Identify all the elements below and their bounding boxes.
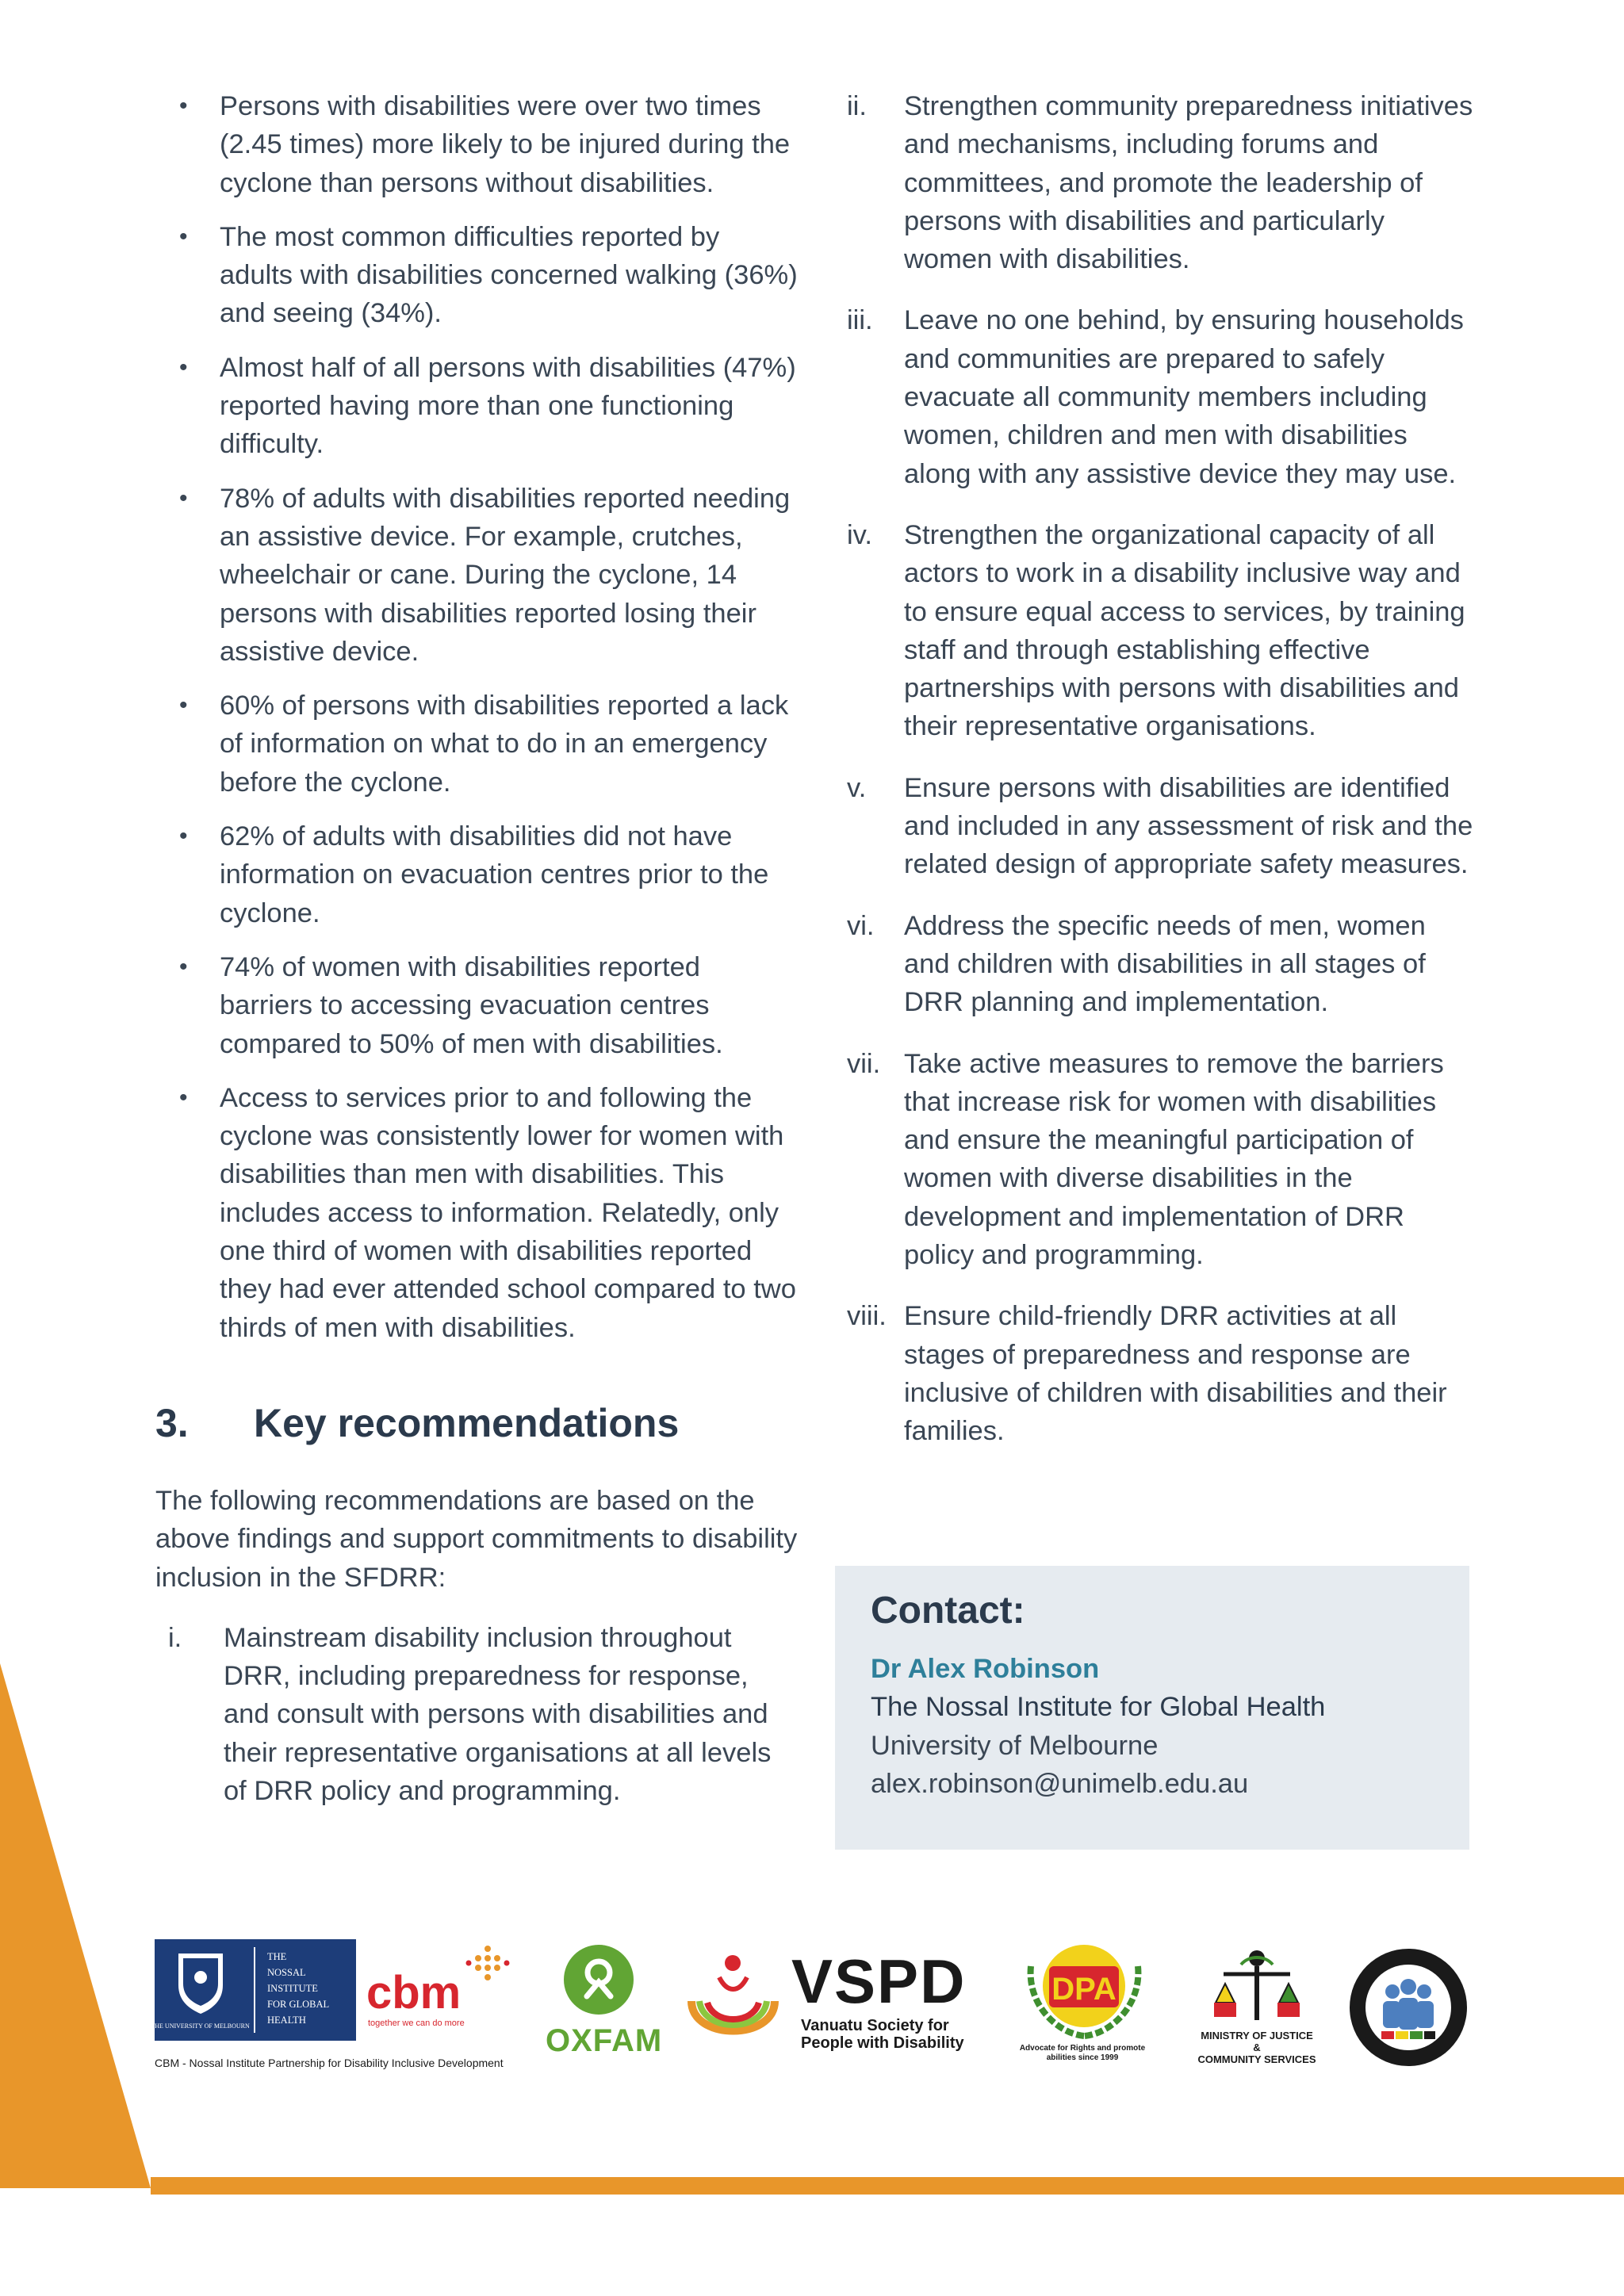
partner-logos — [0, 1934, 1624, 2077]
contact-name: Dr Alex Robinson — [871, 1654, 1100, 1684]
recommendation-text: Strengthen the organizational capacity of all actors to work in a disability inclusive way and to ensure equal access to services, by training staff and through establishing effective partnerships with persons with disabilities and their representative organisations. — [904, 519, 1465, 742]
cbm-dots-icon — [460, 1942, 515, 1998]
university-of-melbourne-logo: THE UNIVERSITY OF MELBOURNE THE NOSSAL INSTITUTE FOR GLOBAL HEALTH — [155, 1939, 356, 2041]
recommendation-number: vi. — [847, 910, 875, 941]
bullet-icon: • — [179, 223, 188, 250]
recommendation-item — [847, 907, 1473, 1022]
vspd-logo: VSPD Vanuatu Society for People with Disability — [676, 1946, 969, 2057]
recommendation-text: Take active measures to remove the barriers that increase risk for women with disabilities and ensure the meaningful participation of women with diverse disabilities in the development and implementation of DRR policy and programming. — [904, 1048, 1444, 1271]
finding-item: • 74% of women with disabilities reported barriers to accessing evacuation centres compared to 50% of men with disabilities. — [155, 948, 798, 1063]
finding-item: • Access to services prior to and following the cyclone was consistently lower for women with disabilities than men with disabilities. This includes access to information. Relatedly, only one third of women with disabilities reported they had ever attended school compared to two thirds of men with disabilities. — [155, 1079, 798, 1347]
recommendation-text: Address the specific needs of men, women and children with disabilities in all stages of DRR planning and implementation. — [904, 910, 1426, 1018]
finding-item: • Almost half of all persons with disabilities (47%) reported having more than one functioning difficulty. — [155, 349, 798, 464]
bullet-icon: • — [179, 1084, 188, 1111]
finding-item: • The most common difficulties reported by adults with disabilities concerned walking (36%) and seeing (34%). — [155, 218, 798, 333]
dpa-logo: DPA Advocate for Rights and promote abilities since 1999 — [1003, 1942, 1162, 2069]
partnership-caption: CBM - Nossal Institute Partnership for Disability Inclusive Development — [155, 2057, 504, 2069]
recommendations-list-right — [847, 87, 1473, 1451]
right-column — [847, 87, 1473, 1474]
ndmo-seal-logo — [1346, 1946, 1470, 2069]
recommendation-item — [847, 516, 1473, 746]
contact-title: Contact: — [871, 1590, 1025, 1632]
bullet-icon: • — [179, 953, 188, 980]
oxfam-logo: OXFAM — [542, 1944, 653, 2063]
ministry-of-justice-logo: MINISTRY OF JUSTICE & COMMUNITY SERVICES — [1197, 1947, 1316, 2066]
recommendation-number: iii. — [847, 305, 873, 336]
bullet-icon: • — [179, 354, 188, 381]
seal-icon — [1346, 1946, 1470, 2069]
recommendation-number: vii. — [847, 1048, 881, 1079]
contact-email-link[interactable]: alex.robinson@unimelb.edu.au — [871, 1768, 1249, 1799]
recommendation-text: Leave no one behind, by ensuring households and communities are prepared to safely evacuate all community members including women, children and men with disabilities along with any assistive device they may use. — [904, 305, 1464, 489]
contact-box — [835, 1566, 1469, 1850]
recommendation-item — [847, 769, 1473, 884]
oxfam-icon — [563, 1944, 634, 2015]
section-title: Key recommendations — [254, 1400, 680, 1445]
melbourne-crest-icon — [155, 1939, 250, 2041]
findings-list — [155, 87, 798, 1347]
bullet-icon: • — [179, 823, 188, 850]
recommendation-item — [847, 87, 1473, 278]
vspd-emblem-icon — [676, 1946, 791, 2057]
finding-item: • 62% of adults with disabilities did not have information on evacuation centres prior to the cyclone. — [155, 817, 798, 932]
cbm-logo: cbm together we can do more — [366, 1942, 517, 2030]
recommendations-list-left — [155, 1619, 798, 1810]
bullet-icon: • — [179, 692, 188, 719]
dpa-emblem-icon — [1019, 1942, 1150, 2042]
recommendation-number: ii. — [847, 91, 867, 121]
recommendation-number: v. — [847, 772, 867, 803]
scales-of-justice-icon — [1209, 1947, 1304, 2026]
contact-organisation: The Nossal Institute for Global Health — [871, 1692, 1326, 1723]
bullet-icon: • — [179, 484, 188, 511]
recommendation-item — [847, 1297, 1473, 1450]
recommendation-number: viii. — [847, 1301, 887, 1332]
recommendation-item — [847, 301, 1473, 492]
recommendation-number: iv. — [847, 519, 872, 550]
recommendation-text: Strengthen community preparedness initiatives and mechanisms, including forums and committees, and promote the leadership of persons with disabilities and particularly women with disabilities. — [904, 91, 1473, 275]
recommendation-text: Ensure persons with disabilities are identified and included in any assessment of risk and the related design of appropriate safety measures. — [904, 772, 1473, 880]
svg-text:THE UNIVERSITY OF MELBOURNE: THE UNIVERSITY OF MELBOURNE — [155, 2022, 250, 2030]
recommendation-item — [155, 1619, 798, 1810]
finding-item: • 78% of adults with disabilities reported needing an assistive device. For example, crutches, wheelchair or cane. During the cyclone, 14 persons with disabilities reported losing their assistive device. — [155, 480, 798, 671]
svg-text:DPA: DPA — [1051, 1972, 1116, 2007]
section-intro: The following recommendations are based on the above findings and support commitments to disability inclusion in the SFDRR: — [155, 1485, 798, 1593]
recommendation-text: Mainstream disability inclusion throughout DRR, including preparedness for response, and consult with persons with disabilities and their representative organisations at all levels of DRR policy and programming. — [224, 1622, 772, 1806]
recommendation-number: i. — [168, 1622, 182, 1653]
contact-university: University of Melbourne — [871, 1730, 1159, 1761]
left-column — [155, 87, 798, 1833]
finding-item: • 60% of persons with disabilities reported a lack of information on what to do in an emergency before the cyclone. — [155, 687, 798, 802]
recommendation-text: Ensure child-friendly DRR activities at all stages of preparedness and response are inclusive of children with disabilities and their families. — [904, 1301, 1447, 1447]
section-number: 3. — [155, 1400, 189, 1445]
finding-item: • Persons with disabilities were over two times (2.45 times) more likely to be injured during the cyclone than persons without disabilities. — [155, 87, 798, 202]
section-heading — [155, 1399, 798, 1447]
bullet-icon: • — [179, 93, 188, 119]
recommendation-item — [847, 1045, 1473, 1275]
